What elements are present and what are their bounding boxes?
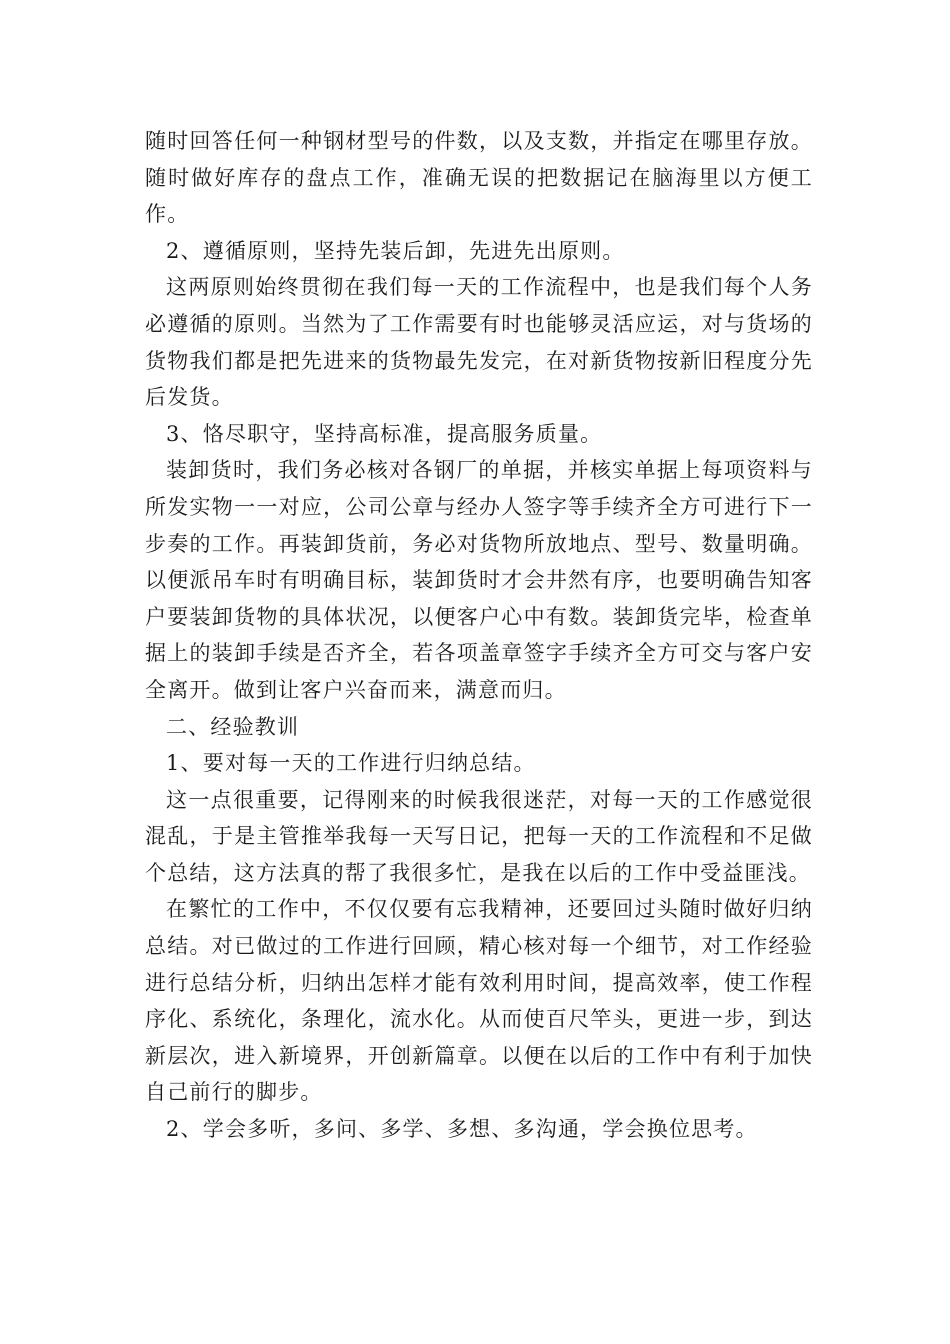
paragraph-inventory: 随时回答任何一种钢材型号的件数，以及支数，并指定在哪里存放。随时做好库存的盘点工作，准确无误的把数据记在脑海里以方便工作。 <box>145 129 813 227</box>
paragraph-diary: 这一点很重要，记得刚来的时候我很迷茫，对每一天的工作感觉很混乱，于是主管推举我每一天写日记，把每一天的工作流程和不足做个总结，这方法真的帮了我很多忙，是我在以后的工作中受益匪浅。 <box>145 787 813 885</box>
heading-communicate: 2、学会多听，多问、多学、多想、多沟通，学会换位思考。 <box>166 1117 758 1142</box>
document-page <box>145 123 813 1148</box>
heading-principle: 2、遵循原则，坚持先装后卸，先进先出原则。 <box>166 238 625 263</box>
section-heading-lessons: 二、经验教训 <box>166 714 300 739</box>
paragraph-principle: 这两原则始终贯彻在我们每一天的工作流程中，也是我们每个人务必遵循的原则。当然为了工作需要有时也能够灵活应运，对与货场的货物我们都是把先进来的货物最先发完，在对新货物按新旧程度分先后发货。 <box>145 275 813 410</box>
paragraph-review: 在繁忙的工作中，不仅仅要有忘我精神，还要回过头随时做好归纳总结。对已做过的工作进行回顾，精心核对每一个细节，对工作经验进行总结分析，归纳出怎样才能有效利用时间，提高效率，使工作程序化、系统化，条理化，流水化。从而使百尺竿头，更进一步，到达新层次，进入新境界，开创新篇章。以便在以后的工作中有利于加快自己前行的脚步。 <box>145 897 813 1105</box>
paragraph-loading: 装卸货时，我们务必核对各钢厂的单据，并核实单据上每项资料与所发实物一一对应，公司公章与经办人签字等手续齐全方可进行下一步奏的工作。再装卸货前，务必对货物所放地点、型号、数量明确。以便派吊车时有明确目标，装卸货时才会井然有序，也要明确告知客户要装卸货物的具体状况，以便客户心中有数。装卸货完毕，检查单据上的装卸手续是否齐全，若各项盖章签字手续齐全方可交与客户安全离开。做到让客户兴奋而来，满意而归。 <box>145 458 813 702</box>
heading-duty: 3、恪尽职守，坚持高标准，提高服务质量。 <box>166 421 603 446</box>
heading-summary: 1、要对每一天的工作进行归纳总结。 <box>166 751 536 776</box>
